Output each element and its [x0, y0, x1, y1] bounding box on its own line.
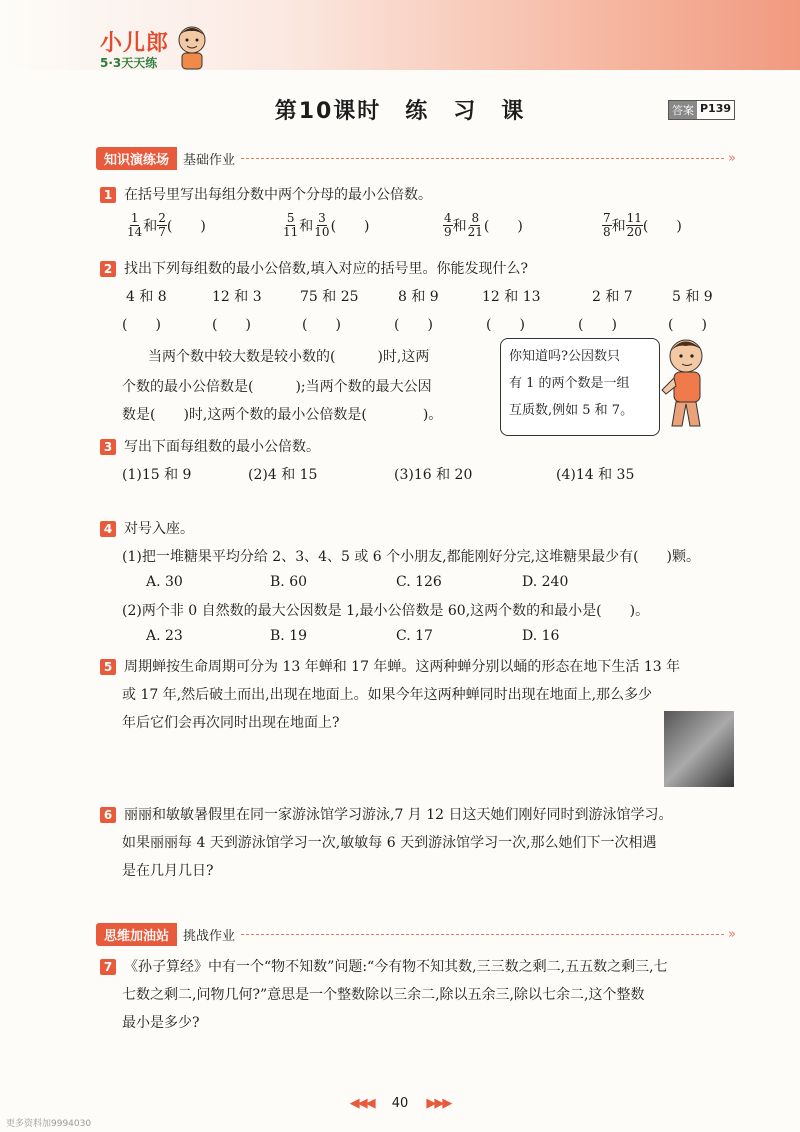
answer-blank[interactable]: ( )	[668, 317, 707, 333]
q4-option[interactable]: A. 30	[146, 574, 183, 590]
section-basic-badge: 知识演练场	[96, 147, 177, 170]
q2-pair-1: 4 和 8	[126, 289, 167, 305]
section-basic-header	[96, 148, 736, 168]
q2-paragraph-line-3: 数是( )时,这两个数的最小公倍数是( )。	[122, 407, 443, 423]
question-number: 4	[100, 521, 116, 537]
q3-item-2: (2)4 和 15	[248, 467, 318, 483]
tip-bubble	[500, 338, 660, 436]
question-7	[100, 956, 668, 976]
question-4	[100, 518, 194, 538]
section-challenge-badge: 思维加油站	[96, 923, 177, 946]
q2-pair-3: 75 和 25	[300, 289, 359, 305]
q4-option[interactable]: C. 17	[396, 628, 433, 644]
question-text-line-2: 七数之剩二,问物几何?”意思是一个整数除以三余二,除以五余三,除以七余二,这个整数	[122, 987, 645, 1003]
answer-blank[interactable]: ( )	[122, 317, 161, 333]
q2-pair-5: 12 和 13	[482, 289, 541, 305]
cicada-photo	[664, 711, 734, 787]
question-text-line-2: 或 17 年,然后破土而出,出现在地面上。如果今年这两种蝉同时出现在地面上,那么多少	[122, 687, 653, 703]
question-text: 对号入座。	[124, 521, 194, 537]
right-arrows-icon: ▶▶▶	[426, 1096, 451, 1111]
q3-item-1: (1)15 和 9	[122, 467, 192, 483]
q4-option[interactable]: D. 16	[522, 628, 560, 644]
q2-pair-7: 5 和 9	[672, 289, 713, 305]
q4-sub-1: (1)把一堆糖果平均分给 2、3、4、5 或 6 个小朋友,都能刚好分完,这堆糖果最少有( )颗。	[122, 549, 700, 565]
answer-blank[interactable]: ( )	[302, 317, 341, 333]
answer-reference	[668, 100, 735, 120]
answer-blank[interactable]: ( )	[166, 218, 206, 235]
section-divider	[241, 158, 724, 159]
question-number: 6	[100, 807, 116, 823]
question-text: 写出下面每组数的最小公倍数。	[124, 439, 320, 455]
q2-paragraph-line-2: 个数的最小公倍数是( );当两个数的最大公因	[122, 379, 432, 395]
double-chevron-icon: »	[728, 926, 736, 942]
question-text-line-3: 年后它们会再次同时出现在地面上?	[122, 715, 340, 731]
mascot-icon	[172, 22, 212, 72]
q2-pair-6: 2 和 7	[592, 289, 633, 305]
double-chevron-icon: »	[728, 150, 736, 166]
q4-option[interactable]: C. 126	[396, 574, 442, 590]
q1-item-4: $\frac{7}{8}$ 和 $\frac{11}{20}$ ( )	[603, 211, 682, 239]
q4-option[interactable]: A. 23	[146, 628, 183, 644]
question-number: 1	[100, 187, 116, 203]
answer-blank[interactable]: ( )	[394, 317, 433, 333]
brand-subtitle: 5·3天天练	[100, 56, 158, 70]
question-number: 7	[100, 959, 116, 975]
tip-line-2: 有 1 的两个数是一组	[509, 376, 630, 391]
section-divider	[241, 934, 724, 935]
question-2	[100, 258, 528, 278]
q4-option[interactable]: B. 19	[270, 628, 308, 644]
q4-option[interactable]: D. 240	[522, 574, 569, 590]
watermark: 更多资料加9994030	[6, 1119, 92, 1129]
q2-paragraph-line-1: 当两个数中较大数是较小数的( )时,这两	[148, 349, 430, 365]
section-challenge-header	[96, 924, 736, 944]
q1-item-3: $\frac{4}{9}$ 和 $\frac{8}{21}$ ( )	[444, 211, 523, 239]
q3-item-4: (4)14 和 35	[556, 467, 635, 483]
answer-blank[interactable]: ( )	[212, 317, 251, 333]
question-text-line-1: 《孙子算经》中有一个“物不知数”问题:“今有物不知其数,三三数之剩二,五五数之剩三,七	[124, 959, 668, 975]
q1-item-1: $\frac{1}{14}$ 和 $\frac{2}{7}$ ( )	[127, 211, 206, 239]
question-6	[100, 804, 673, 824]
question-5	[100, 656, 680, 676]
question-text: 在括号里写出每组分数中两个分母的最小公倍数。	[124, 187, 432, 203]
question-text-line-1: 周期蝉按生命周期可分为 13 年蝉和 17 年蝉。这两种蝉分别以蛹的形态在地下生活 13 年	[124, 659, 681, 675]
page-title: 第10课时 练 习 课	[274, 99, 526, 124]
answer-blank[interactable]: ( )	[483, 218, 523, 235]
q2-pair-2: 12 和 3	[212, 289, 262, 305]
q1-item-2: $\frac{5}{11}$ 和 $\frac{3}{10}$ ( )	[283, 211, 370, 239]
question-1	[100, 184, 432, 204]
q4-sub-2: (2)两个非 0 自然数的最大公因数是 1,最小公倍数是 60,这两个数的和最小是( )。	[122, 603, 650, 619]
question-text-line-3: 最小是多少?	[122, 1015, 200, 1031]
brand-logo: 小儿郎	[100, 31, 170, 56]
tip-line-3: 互质数,例如 5 和 7。	[509, 403, 634, 418]
question-text: 找出下列每组数的最小公倍数,填入对应的括号里。你能发现什么?	[124, 261, 528, 277]
q2-pair-4: 8 和 9	[398, 289, 439, 305]
answer-label: 答案	[669, 101, 697, 119]
question-3	[100, 436, 320, 456]
left-arrows-icon: ◀◀◀	[349, 1096, 374, 1111]
answer-blank[interactable]: ( )	[578, 317, 617, 333]
section-challenge-subtitle: 挑战作业	[183, 928, 236, 944]
question-text-line-3: 是在几月几日?	[122, 863, 214, 879]
question-number: 2	[100, 261, 116, 277]
question-text-line-1: 丽丽和敏敏暑假里在同一家游泳馆学习游泳,7 月 12 日这天她们刚好同时到游泳馆学习。	[124, 807, 673, 823]
question-number: 3	[100, 439, 116, 455]
question-text-line-2: 如果丽丽每 4 天到游泳馆学习一次,敏敏每 6 天到游泳馆学习一次,那么她们下一次相遇	[122, 835, 657, 851]
answer-blank[interactable]: ( )	[642, 218, 682, 235]
tip-line-1: 你知道吗?公因数只	[509, 349, 620, 364]
page-footer	[0, 1096, 800, 1111]
boy-character-icon	[654, 334, 714, 430]
q4-option[interactable]: B. 60	[270, 574, 308, 590]
page-number: 40	[391, 1096, 409, 1111]
answer-blank[interactable]: ( )	[330, 218, 370, 235]
answer-page: P139	[700, 102, 732, 115]
answer-blank[interactable]: ( )	[486, 317, 525, 333]
section-basic-subtitle: 基础作业	[183, 152, 236, 168]
q3-item-3: (3)16 和 20	[394, 467, 473, 483]
question-number: 5	[100, 659, 116, 675]
